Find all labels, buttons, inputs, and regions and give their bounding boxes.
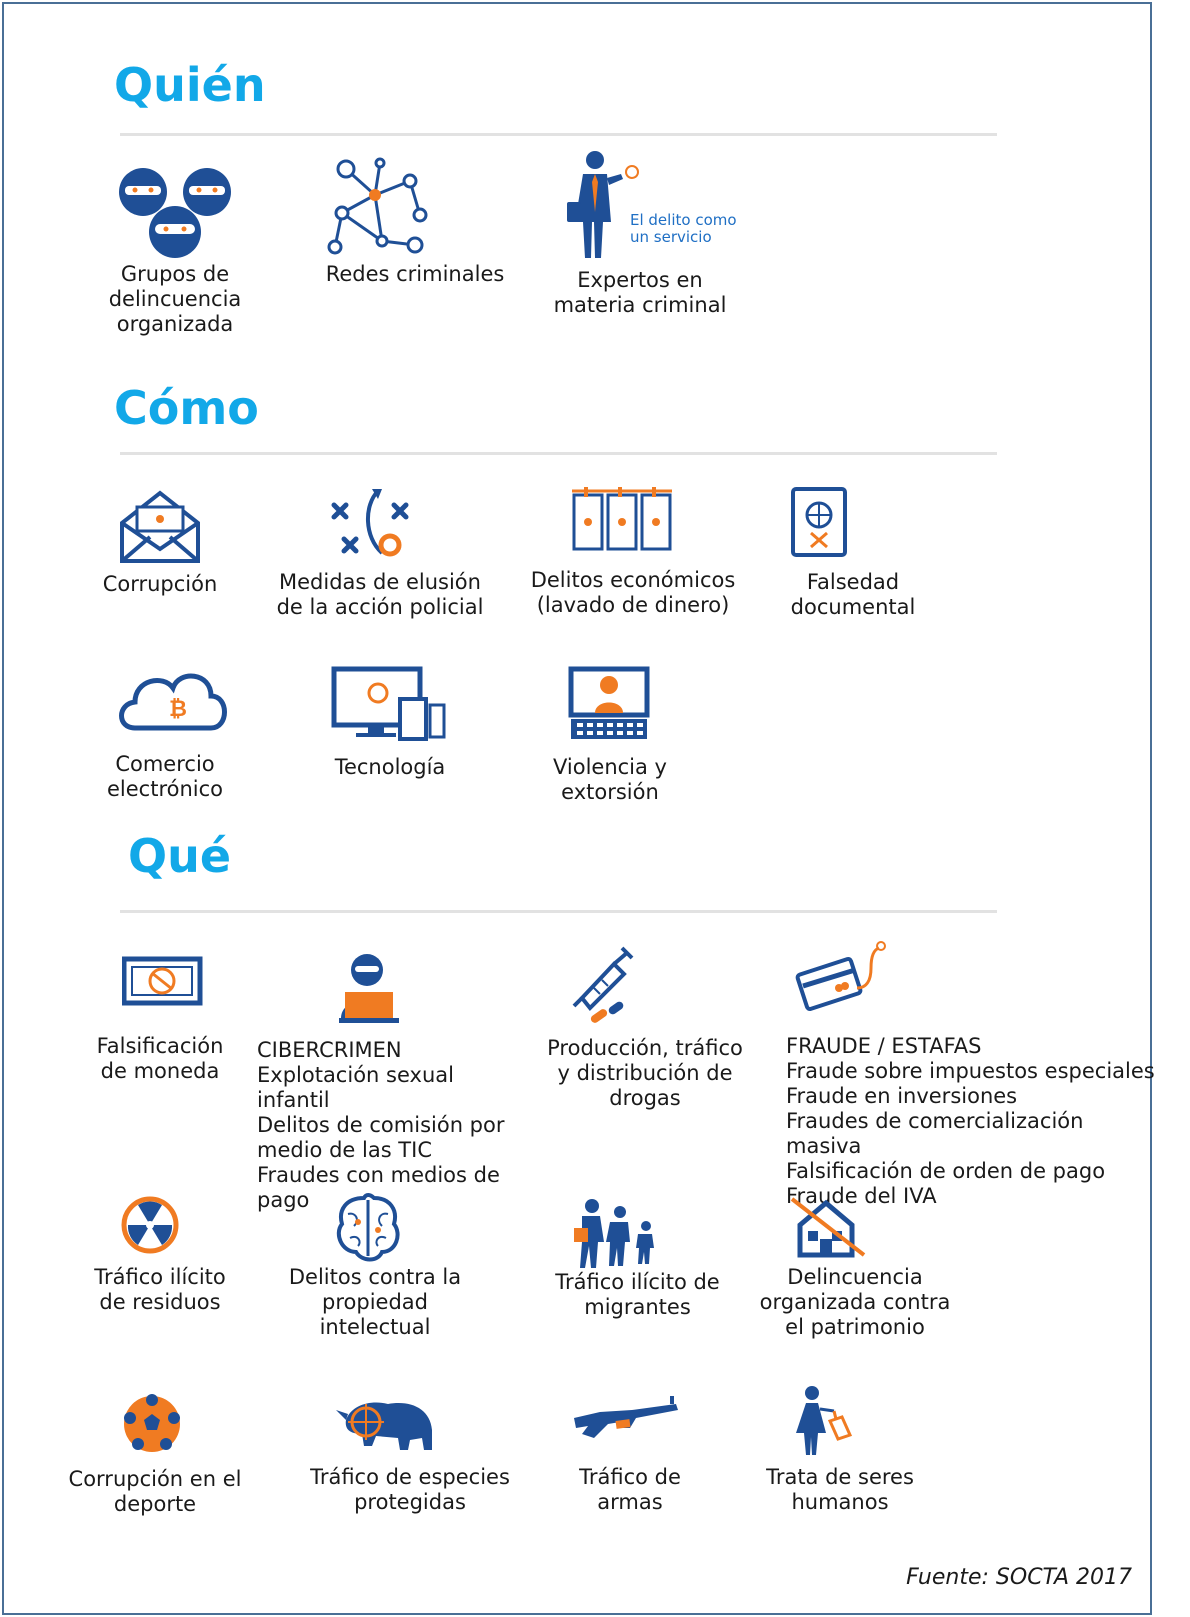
- item-label-falsificacion-moneda: Falsificación de moneda: [96, 1034, 224, 1083]
- section-title-como: Cómo: [114, 381, 259, 435]
- item-label-falsedad: Falsedad documental: [790, 570, 916, 619]
- item-label-grupos: Grupos de delincuencia organizada: [108, 262, 242, 336]
- item-label-migrantes: Tráfico ilícito de migrantes: [555, 1270, 720, 1319]
- item-label-drogas: Producción, tráfico y distribución de drogas: [547, 1036, 743, 1110]
- item-label-redes: Redes criminales: [325, 262, 505, 286]
- item-label-patrimonio: Delincuencia organizada contra el patrimonio: [759, 1265, 951, 1339]
- item-label-propiedad: Delitos contra la propiedad intelectual: [288, 1265, 462, 1339]
- item-label-especies: Tráfico de especies protegidas: [310, 1465, 510, 1514]
- item-title-cibercrimen: CIBERCRIMEN: [257, 1038, 402, 1062]
- item-label-trata: Trata de seres humanos: [766, 1465, 914, 1514]
- item-label-deporte: Corrupción en el deporte: [68, 1467, 242, 1516]
- item-label-residuos: Tráfico ilícito de residuos: [94, 1265, 226, 1314]
- item-label-violencia: Violencia y extorsión: [552, 755, 667, 804]
- source-note: Fuente: SOCTA 2017: [906, 1565, 1132, 1590]
- masked-criminals-icon: [115, 160, 245, 270]
- section-title-que: Qué: [128, 829, 232, 883]
- item-label-delitos-economicos: Delitos económicos (lavado de dinero): [530, 568, 736, 617]
- section-title-quien: Quién: [114, 58, 266, 112]
- section-divider: [120, 452, 997, 455]
- item-label-armas: Tráfico de armas: [579, 1465, 681, 1514]
- section-divider: [120, 133, 997, 136]
- item-label-corrupcion: Corrupción: [102, 572, 218, 596]
- item-label-fraude: Fraude sobre impuestos especiales Fraude en inversiones Fraudes de comercialización masiva Falsificación de orden de pago Fraude del IVA: [786, 1059, 1155, 1208]
- svg-text:₿: ₿: [169, 697, 187, 722]
- icon-caption-servicio: El delito como un servicio: [630, 211, 737, 246]
- item-label-comercio: Comercio electrónico: [106, 752, 223, 801]
- network-icon: [320, 155, 450, 265]
- item-label-medidas: Medidas de elusión de la acción policial: [276, 570, 484, 619]
- item-label-cibercrimen: Explotación sexual infantil Delitos de comisión por medio de las TIC Fraudes con medios de pago: [257, 1063, 505, 1212]
- item-title-fraude: FRAUDE / ESTAFAS: [786, 1034, 982, 1058]
- item-label-expertos: Expertos en materia criminal: [553, 268, 727, 317]
- item-label-tecnologia: Tecnología: [334, 755, 446, 779]
- section-divider: [120, 910, 997, 913]
